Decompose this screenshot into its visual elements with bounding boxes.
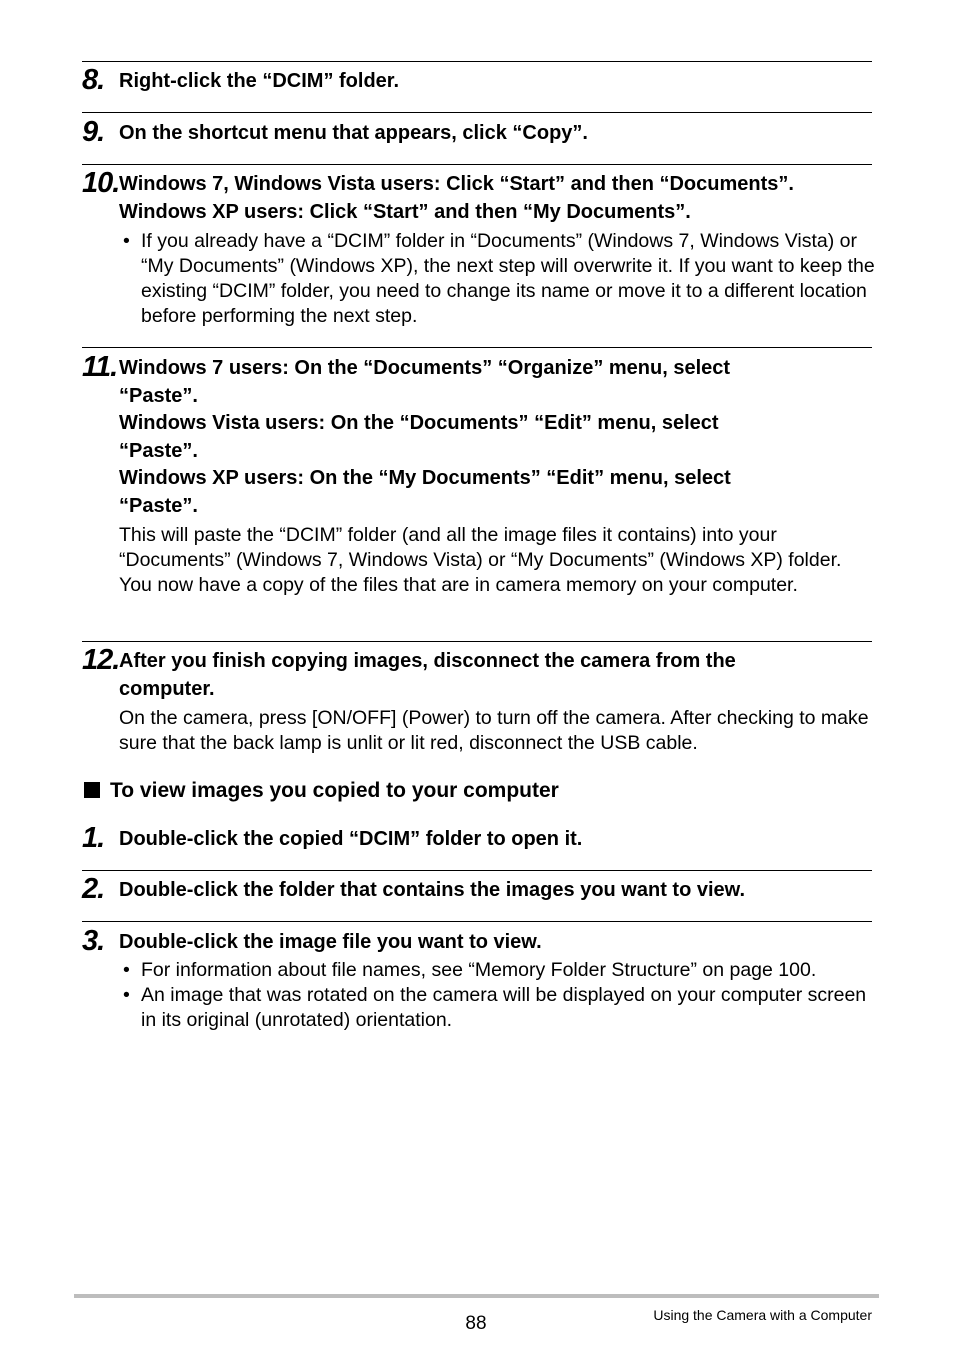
step-number: 12. (82, 644, 120, 676)
step-number: 1. (82, 822, 105, 854)
step-divider (82, 870, 872, 871)
bullet-text: For information about file names, see “Memory Folder Structure” on page 100. (141, 959, 817, 981)
step-divider (82, 921, 872, 922)
step-title: Double-click the image file you want to view. (119, 931, 542, 953)
step-title: Double-click the copied “DCIM” folder to open it. (119, 828, 583, 850)
footer-divider (74, 1294, 879, 1298)
chapter-label: Using the Camera with a Computer (653, 1307, 872, 1323)
step-title: On the shortcut menu that appears, click “Copy”. (119, 122, 588, 144)
square-bullet-icon (84, 782, 100, 798)
step-notes (119, 229, 879, 329)
step-number: 9. (82, 116, 105, 148)
step-title: After you finish copying images, disconnect the camera from the computer. (119, 650, 736, 700)
bullet-text: An image that was rotated on the camera will be displayed on your computer screen in its original (unrotated) orientation. (141, 984, 867, 1031)
step-number: 8. (82, 64, 105, 96)
step-number: 11. (82, 351, 118, 383)
section-title: To view images you copied to your computer (110, 779, 559, 802)
step-title: Double-click the folder that contains the images you want to view. (119, 879, 746, 901)
step-description: On the camera, press [ON/OFF] (Power) to turn off the camera. After checking to make sure that the back lamp is unlit or lit red, disconnect the USB cable. (119, 707, 869, 754)
step-divider (82, 61, 872, 62)
step-description: This will paste the “DCIM” folder (and all the image files it contains) into your “Documents” (Windows 7, Windows Vista) or “My Documents” (Windows XP) folder. You now have a copy of the files that are in camera memory on your computer. (119, 524, 842, 596)
page-number: 88 (465, 1313, 487, 1334)
bullet-text: If you already have a “DCIM” folder in “Documents” (Windows 7, Windows Vista) or “My Documents” (Windows XP), the next step will overwrite it. If you want to keep the existing “DCIM” folder, you need to change its name or move it to a different location before performing the next step. (141, 230, 875, 327)
step-notes (119, 958, 879, 1033)
section-heading (84, 778, 559, 804)
bullet-item: • If you already have a “DCIM” folder in “Documents” (Windows 7, Windows Vista) or “My Documents” (Windows XP), the next step will overwrite it. If you want to keep the existing “DCIM” folder, you need to change its name or move it to a different location before performing the next step. (123, 230, 875, 327)
bullet-item: • An image that was rotated on the camera will be displayed on your computer screen in its original (unrotated) orientation. (123, 984, 867, 1031)
step-title: Windows 7 users: On the “Documents” “Organize” menu, select “Paste”. Windows Vista users: On the “Documents” “Edit” menu, select “Paste”. Windows XP users: On the “My Documents” “Edit” menu, select “Paste”. (119, 357, 731, 517)
step-number: 3. (82, 925, 105, 957)
step-divider (82, 164, 872, 165)
step-title: Right-click the “DCIM” folder. (119, 70, 400, 92)
step-divider (82, 347, 872, 348)
step-title: Windows 7, Windows Vista users: Click “Start” and then “Documents”. Windows XP users: Click “Start” and then “My Documents”. (119, 173, 794, 223)
step-number: 10. (82, 167, 120, 199)
bullet-item: • For information about file names, see “Memory Folder Structure” on page 100. (123, 959, 817, 981)
step-divider (82, 641, 872, 642)
step-divider (82, 112, 872, 113)
step-number: 2. (82, 873, 105, 905)
